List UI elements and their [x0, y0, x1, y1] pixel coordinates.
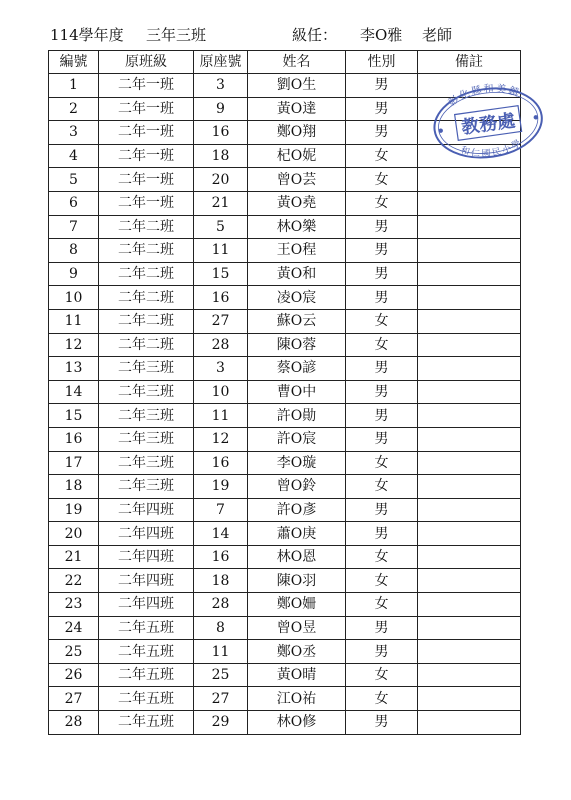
cell-number: 25: [49, 640, 99, 664]
cell-original-class: 二年四班: [99, 522, 194, 546]
cell-student-name: 陳O羽: [248, 569, 346, 593]
cell-original-seat: 15: [194, 262, 248, 286]
cell-number: 7: [49, 215, 99, 239]
cell-original-seat: 7: [194, 498, 248, 522]
cell-number: 28: [49, 711, 99, 735]
table-row: [49, 380, 521, 404]
cell-original-class: 二年二班: [99, 215, 194, 239]
table-row: [49, 711, 521, 735]
table-row: [49, 239, 521, 263]
table-row: [49, 286, 521, 310]
cell-original-class: 二年三班: [99, 475, 194, 499]
table-row: [49, 333, 521, 357]
table-row: [49, 616, 521, 640]
cell-gender: 女: [346, 191, 418, 215]
cell-number: 20: [49, 522, 99, 546]
cell-original-class: 二年四班: [99, 569, 194, 593]
cell-student-name: 曹O中: [248, 380, 346, 404]
cell-notes: [418, 711, 521, 735]
cell-number: 1: [49, 74, 99, 98]
cell-gender: 女: [346, 687, 418, 711]
cell-student-name: 曾O昱: [248, 616, 346, 640]
cell-gender: 男: [346, 74, 418, 98]
cell-original-class: 二年一班: [99, 121, 194, 145]
cell-student-name: 杞O妮: [248, 144, 346, 168]
cell-number: 16: [49, 427, 99, 451]
table-row: [49, 451, 521, 475]
cell-student-name: 李O璇: [248, 451, 346, 475]
cell-original-class: 二年四班: [99, 498, 194, 522]
cell-notes: [418, 309, 521, 333]
cell-notes: [418, 286, 521, 310]
column-header-gender: 性別: [346, 51, 418, 74]
cell-number: 4: [49, 144, 99, 168]
cell-original-class: 二年四班: [99, 545, 194, 569]
cell-student-name: 王O程: [248, 239, 346, 263]
cell-original-class: 二年二班: [99, 286, 194, 310]
cell-number: 15: [49, 404, 99, 428]
cell-gender: 女: [346, 475, 418, 499]
cell-student-name: 鄭O丞: [248, 640, 346, 664]
cell-original-seat: 16: [194, 451, 248, 475]
cell-student-name: 許O彥: [248, 498, 346, 522]
cell-original-class: 二年五班: [99, 640, 194, 664]
cell-original-class: 二年一班: [99, 97, 194, 121]
column-header-notes: 備註: [418, 51, 521, 74]
cell-student-name: 黃O堯: [248, 191, 346, 215]
cell-student-name: 黃O達: [248, 97, 346, 121]
cell-original-class: 二年二班: [99, 239, 194, 263]
cell-gender: 女: [346, 545, 418, 569]
cell-original-seat: 16: [194, 286, 248, 310]
cell-gender: 女: [346, 593, 418, 617]
cell-original-seat: 27: [194, 309, 248, 333]
cell-gender: 男: [346, 640, 418, 664]
cell-original-seat: 29: [194, 711, 248, 735]
cell-number: 8: [49, 239, 99, 263]
cell-student-name: 許O宸: [248, 427, 346, 451]
teacher-label: 級任：: [292, 26, 338, 44]
cell-original-seat: 25: [194, 663, 248, 687]
cell-gender: 男: [346, 262, 418, 286]
cell-gender: 女: [346, 569, 418, 593]
column-header-original-seat: 原座號: [194, 51, 248, 74]
office-seal-stamp: [423, 76, 552, 168]
cell-number: 9: [49, 262, 99, 286]
cell-notes: [418, 640, 521, 664]
cell-number: 17: [49, 451, 99, 475]
cell-number: 24: [49, 616, 99, 640]
cell-original-class: 二年一班: [99, 168, 194, 192]
cell-original-class: 二年二班: [99, 333, 194, 357]
table-body: [49, 74, 521, 735]
cell-original-class: 二年二班: [99, 262, 194, 286]
column-header-number: 編號: [49, 51, 99, 74]
cell-gender: 女: [346, 333, 418, 357]
cell-notes: [418, 427, 521, 451]
cell-number: 27: [49, 687, 99, 711]
cell-notes: [418, 475, 521, 499]
table-row: [49, 663, 521, 687]
cell-original-seat: 21: [194, 191, 248, 215]
cell-notes: [418, 498, 521, 522]
document-header: [50, 24, 520, 46]
cell-original-seat: 9: [194, 97, 248, 121]
cell-notes: [418, 593, 521, 617]
cell-original-class: 二年三班: [99, 451, 194, 475]
cell-gender: 男: [346, 357, 418, 381]
cell-notes: [418, 191, 521, 215]
cell-gender: 女: [346, 451, 418, 475]
school-year: 114學年度: [50, 26, 124, 44]
cell-student-name: 曾O鈴: [248, 475, 346, 499]
cell-original-seat: 11: [194, 404, 248, 428]
table-row: [49, 215, 521, 239]
cell-original-seat: 27: [194, 687, 248, 711]
cell-gender: 女: [346, 168, 418, 192]
cell-original-class: 二年三班: [99, 427, 194, 451]
cell-student-name: 江O祐: [248, 687, 346, 711]
cell-original-seat: 10: [194, 380, 248, 404]
cell-notes: [418, 545, 521, 569]
table-row: [49, 545, 521, 569]
cell-number: 19: [49, 498, 99, 522]
cell-gender: 女: [346, 663, 418, 687]
cell-student-name: 鄭O姍: [248, 593, 346, 617]
cell-number: 11: [49, 309, 99, 333]
table-row: [49, 498, 521, 522]
table-header-row: [49, 51, 521, 74]
cell-gender: 女: [346, 309, 418, 333]
cell-notes: [418, 451, 521, 475]
cell-student-name: 凌O宸: [248, 286, 346, 310]
cell-notes: [418, 380, 521, 404]
cell-student-name: 林O樂: [248, 215, 346, 239]
cell-notes: [418, 168, 521, 192]
cell-number: 10: [49, 286, 99, 310]
cell-gender: 男: [346, 121, 418, 145]
stamp-main-text: 教務處: [460, 110, 517, 139]
class-name: 三年三班: [146, 26, 207, 44]
cell-student-name: 陳O蓉: [248, 333, 346, 357]
cell-number: 5: [49, 168, 99, 192]
cell-original-class: 二年五班: [99, 687, 194, 711]
cell-original-class: 二年五班: [99, 616, 194, 640]
cell-student-name: 林O恩: [248, 545, 346, 569]
cell-gender: 男: [346, 616, 418, 640]
table-row: [49, 593, 521, 617]
cell-notes: [418, 262, 521, 286]
cell-student-name: 林O修: [248, 711, 346, 735]
cell-gender: 男: [346, 239, 418, 263]
table-row: [49, 168, 521, 192]
cell-student-name: 許O勛: [248, 404, 346, 428]
cell-gender: 男: [346, 286, 418, 310]
cell-original-seat: 3: [194, 357, 248, 381]
cell-number: 26: [49, 663, 99, 687]
cell-original-seat: 18: [194, 144, 248, 168]
cell-notes: [418, 663, 521, 687]
cell-original-seat: 16: [194, 121, 248, 145]
cell-original-seat: 3: [194, 74, 248, 98]
table-row: [49, 640, 521, 664]
cell-gender: 男: [346, 498, 418, 522]
cell-original-seat: 8: [194, 616, 248, 640]
table-row: [49, 357, 521, 381]
cell-original-class: 二年五班: [99, 711, 194, 735]
table-row: [49, 569, 521, 593]
cell-gender: 男: [346, 97, 418, 121]
cell-number: 23: [49, 593, 99, 617]
cell-number: 18: [49, 475, 99, 499]
cell-gender: 男: [346, 380, 418, 404]
cell-notes: [418, 333, 521, 357]
cell-number: 2: [49, 97, 99, 121]
cell-original-seat: 12: [194, 427, 248, 451]
cell-number: 22: [49, 569, 99, 593]
cell-student-name: 蔡O諺: [248, 357, 346, 381]
cell-student-name: 黃O晴: [248, 663, 346, 687]
cell-gender: 男: [346, 522, 418, 546]
cell-original-class: 二年一班: [99, 191, 194, 215]
cell-notes: [418, 687, 521, 711]
cell-number: 3: [49, 121, 99, 145]
cell-notes: [418, 215, 521, 239]
cell-gender: 男: [346, 427, 418, 451]
table-row: [49, 404, 521, 428]
cell-notes: [418, 239, 521, 263]
cell-gender: 女: [346, 144, 418, 168]
cell-notes: [418, 616, 521, 640]
cell-notes: [418, 522, 521, 546]
cell-gender: 男: [346, 711, 418, 735]
cell-original-seat: 28: [194, 593, 248, 617]
cell-number: 13: [49, 357, 99, 381]
cell-number: 21: [49, 545, 99, 569]
column-header-name: 姓名: [248, 51, 346, 74]
cell-original-class: 二年一班: [99, 74, 194, 98]
cell-number: 6: [49, 191, 99, 215]
cell-student-name: 蘇O云: [248, 309, 346, 333]
table-row: [49, 522, 521, 546]
table-row: [49, 475, 521, 499]
cell-original-class: 二年一班: [99, 144, 194, 168]
cell-gender: 男: [346, 215, 418, 239]
table-row: [49, 262, 521, 286]
table-row: [49, 191, 521, 215]
cell-original-class: 二年五班: [99, 663, 194, 687]
cell-original-class: 二年四班: [99, 593, 194, 617]
cell-original-class: 二年三班: [99, 380, 194, 404]
cell-original-seat: 5: [194, 215, 248, 239]
cell-notes: [418, 357, 521, 381]
cell-number: 14: [49, 380, 99, 404]
cell-original-seat: 20: [194, 168, 248, 192]
cell-original-seat: 14: [194, 522, 248, 546]
cell-original-seat: 19: [194, 475, 248, 499]
cell-original-class: 二年三班: [99, 404, 194, 428]
cell-student-name: 曾O芸: [248, 168, 346, 192]
cell-student-name: 劉O生: [248, 74, 346, 98]
stamp-top-text: 彰化縣和美鎮: [446, 83, 522, 109]
table-row: [49, 687, 521, 711]
cell-original-seat: 18: [194, 569, 248, 593]
cell-original-class: 二年二班: [99, 309, 194, 333]
teacher-suffix: 老師: [422, 26, 453, 44]
cell-original-seat: 28: [194, 333, 248, 357]
cell-number: 12: [49, 333, 99, 357]
cell-gender: 男: [346, 404, 418, 428]
cell-student-name: 鄭O翔: [248, 121, 346, 145]
teacher-name: 李O雅: [360, 26, 403, 44]
cell-original-seat: 11: [194, 640, 248, 664]
cell-original-seat: 11: [194, 239, 248, 263]
table-row: [49, 309, 521, 333]
cell-original-class: 二年三班: [99, 357, 194, 381]
cell-student-name: 蕭O庚: [248, 522, 346, 546]
cell-student-name: 黃O和: [248, 262, 346, 286]
stamp-bottom-text: 和仁國民小學: [459, 137, 525, 160]
table-row: [49, 427, 521, 451]
column-header-original-class: 原班級: [99, 51, 194, 74]
cell-notes: [418, 569, 521, 593]
cell-original-seat: 16: [194, 545, 248, 569]
cell-notes: [418, 404, 521, 428]
